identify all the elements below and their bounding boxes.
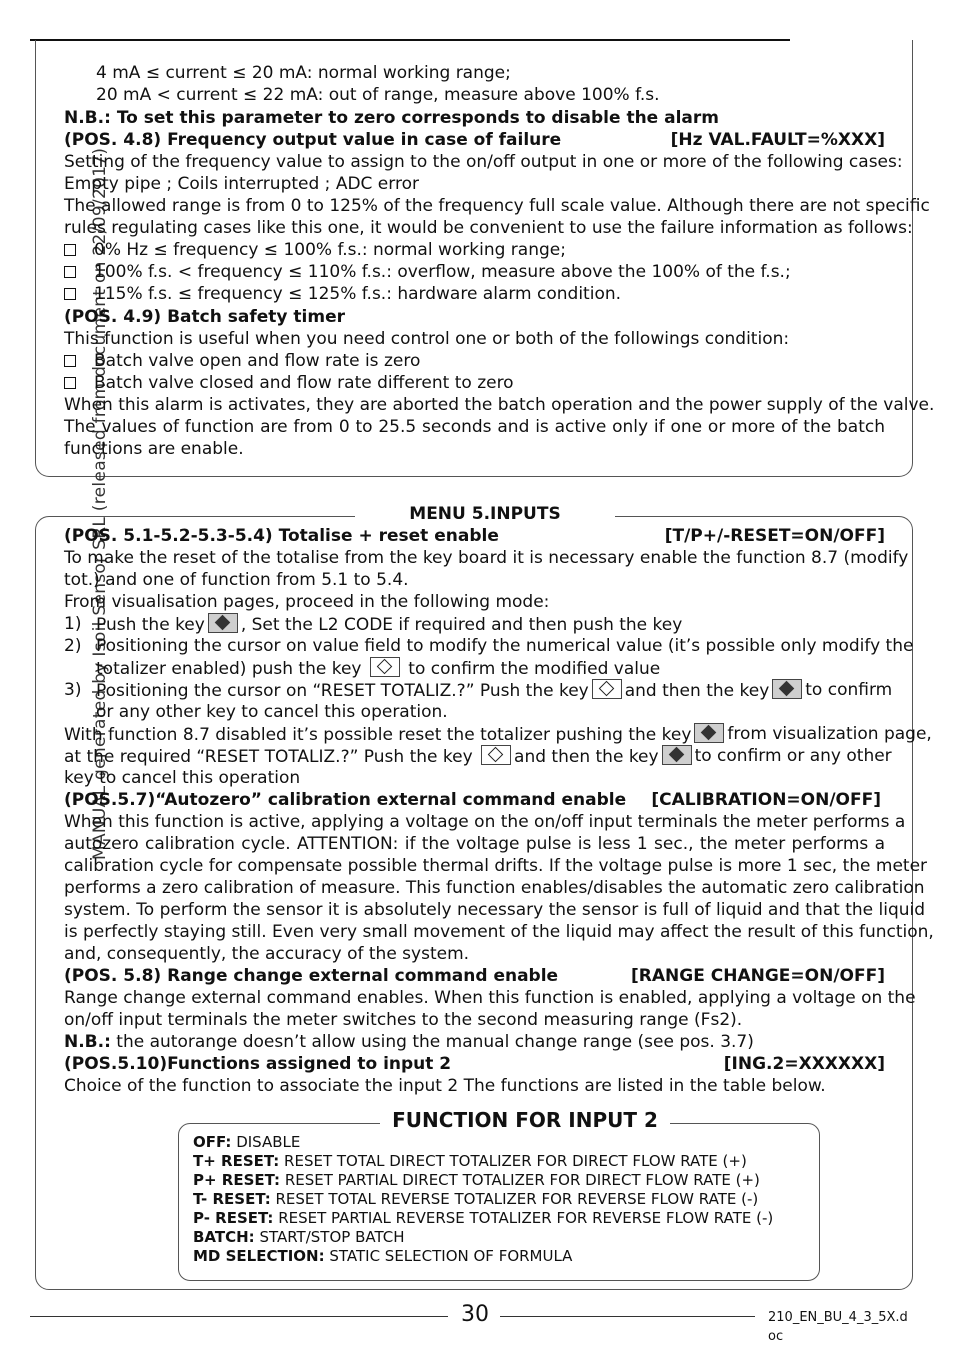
bullet-item [64, 372, 885, 394]
function-key: OFF: [193, 1133, 232, 1151]
range-line-2: 20 mA < current ≤ 22 mA: out of range, measure above 100% f.s. [96, 85, 660, 105]
step-3-cont: or any other key to cancel this operation. [96, 702, 448, 722]
nb-alarm-note: N.B.: To set this parameter to zero corresponds to disable the alarm [64, 108, 719, 128]
bullet-item [64, 261, 885, 283]
function-key: P+ RESET: [193, 1171, 281, 1189]
step-text: to confirm [805, 680, 893, 700]
menu-key-icon [662, 745, 692, 765]
heading-pos-4-8 [64, 129, 885, 151]
text-span: from visualization page, [727, 724, 932, 744]
paragraph-line: performs a zero calibration of measure. This function enables/disables the automatic zero calibration [64, 878, 925, 898]
function-key: T- RESET: [193, 1190, 271, 1208]
footer-rule-left [30, 1316, 448, 1317]
heading-code: [RANGE CHANGE=ON/OFF] [631, 966, 885, 986]
step-text: to confirm the modified value [408, 659, 661, 679]
paragraph-line: rules regulating cases like this one, it would be convenient to use the failure information as follows: [64, 218, 913, 238]
step-text: , Set the L2 CODE if required and then push the key [240, 615, 683, 635]
checkbox-bullet-icon [64, 355, 76, 367]
step-text: Positioning the cursor on value field to modify the numerical value (it’s possible only modify the [96, 636, 914, 656]
enter-key-icon [370, 657, 400, 677]
bullet-text: 115% f.s. ≤ frequency ≤ 125% f.s.: hardware alarm condition. [94, 284, 622, 304]
function-table-title: FUNCTION FOR INPUT 2 [380, 1107, 670, 1133]
step-text: Positioning the cursor on “RESET TOTALIZ.?” Push the key [96, 681, 589, 701]
step-number: 3) [64, 680, 82, 700]
step-text: Push the key [96, 615, 205, 635]
note-label: N.B.: [64, 1032, 111, 1052]
function-row [193, 1209, 773, 1228]
bullet-item [64, 350, 885, 372]
heading-pos-5-7 [64, 789, 881, 811]
step-1 [64, 613, 885, 636]
paragraph-line: The values of function are from 0 to 25.5 seconds and is active only if one or more of the batch [64, 417, 885, 437]
paragraph-line: key to cancel this operation [64, 768, 301, 788]
footer-rule-right [500, 1316, 755, 1317]
paragraph-line: on/off input terminals the meter switches to the second measuring range (Fs2). [64, 1010, 743, 1030]
heading-title: (POS. 4.8) Frequency output value in case of failure [64, 130, 562, 150]
paragraph-line: This function is useful when you need control one or both of the followings condition: [64, 329, 790, 349]
heading-pos-5-1 [64, 525, 885, 547]
paragraph-line: To make the reset of the totalise from the key board it is necessary enable the function 8.7 (modify [64, 548, 909, 568]
function-desc: RESET PARTIAL DIRECT TOTALIZER FOR DIRECT FLOW RATE (+) [280, 1171, 760, 1189]
paragraph-line: Range change external command enables. When this function is enabled, applying a voltage on the [64, 988, 916, 1008]
note-text: the autorange doesn’t allow using the manual change range (see pos. 3.7) [110, 1032, 754, 1052]
menu-key-icon [694, 723, 724, 743]
heading-title: (POS.5.10)Functions assigned to input 2 [64, 1054, 452, 1074]
text-span: With function 8.7 disabled it’s possible reset the totalizer pushing the key [64, 725, 692, 745]
paragraph-line: Empty pipe ; Coils interrupted ; ADC error [64, 174, 419, 194]
paragraph-line: autozero calibration cycle. ATTENTION: if the voltage pulse is less 1 sec., the meter performs a [64, 834, 885, 854]
function-desc: RESET PARTIAL REVERSE TOTALIZER FOR REVERSE FLOW RATE (-) [273, 1209, 774, 1227]
paragraph-line: When this alarm is activates, they are aborted the batch operation and the power supply of the valve. [64, 395, 935, 415]
paragraph-line: and, consequently, the accuracy of the system. [64, 944, 470, 964]
function-row [193, 1247, 572, 1266]
checkbox-bullet-icon [64, 244, 76, 256]
step-text: totalizer enabled) push the key [96, 659, 362, 679]
paragraph-line: The allowed range is from 0 to 125% of the frequency full scale value. Although there are not specific [64, 196, 930, 216]
text-span: at the required “RESET TOTALIZ.?” Push the key [64, 747, 473, 767]
checkbox-bullet-icon [64, 377, 76, 389]
paragraph-line [64, 745, 892, 768]
heading-pos-5-10 [64, 1053, 885, 1075]
bullet-item [64, 283, 885, 305]
function-row [193, 1152, 747, 1171]
heading-code: [T/P+/-RESET=ON/OFF] [664, 526, 885, 546]
function-row [193, 1190, 758, 1209]
function-key: MD SELECTION: [193, 1247, 325, 1265]
paragraph-line: calibration cycle for compensate possible thermal drifts. If the voltage pulse is more 1 sec, the meter [64, 856, 928, 876]
step-3 [64, 679, 893, 702]
heading-code: [CALIBRATION=ON/OFF] [651, 790, 881, 810]
step-2 [64, 635, 914, 657]
nb-autorange-note [64, 1031, 885, 1053]
function-row [193, 1171, 760, 1190]
paragraph-line: functions are enable. [64, 439, 244, 459]
function-row [193, 1228, 405, 1247]
paragraph-line: Choice of the function to associate the input 2 The functions are listed in the table below. [64, 1076, 826, 1096]
heading-pos-4-9: (POS. 4.9) Batch safety timer [64, 307, 345, 327]
function-desc: START/STOP BATCH [254, 1228, 405, 1246]
function-key: T+ RESET: [193, 1152, 280, 1170]
function-desc: DISABLE [231, 1133, 301, 1151]
bullet-text: Batch valve open and flow rate is zero [94, 351, 421, 371]
function-desc: RESET TOTAL DIRECT TOTALIZER FOR DIRECT FLOW RATE (+) [279, 1152, 747, 1170]
step-2-cont [96, 657, 885, 680]
bullet-item [64, 239, 885, 261]
paragraph-line: tot.) and one of function from 5.1 to 5.4. [64, 570, 409, 590]
bullet-text: 0% Hz ≤ frequency ≤ 100% f.s.: normal working range; [94, 240, 566, 260]
function-row [193, 1133, 300, 1152]
heading-title: (POS.5.7)“Autozero” calibration external command enable [64, 790, 627, 810]
function-desc: RESET TOTAL REVERSE TOTALIZER FOR REVERSE FLOW RATE (-) [270, 1190, 759, 1208]
enter-key-icon [592, 679, 622, 699]
function-key: BATCH: [193, 1228, 255, 1246]
side-watermark: MANUAL generated by Isoil Sensor SRL (released from document on 22/09/2017) [90, 147, 110, 860]
heading-code: [Hz VAL.FAULT=%XXX] [670, 130, 885, 150]
heading-code: [ING.2=XXXXXX] [723, 1054, 885, 1074]
checkbox-bullet-icon [64, 266, 76, 278]
checkbox-bullet-icon [64, 288, 76, 300]
text-span: to confirm or any other [694, 746, 892, 766]
heading-title: (POS. 5.1-5.2-5.3-5.4) Totalise + reset enable [64, 526, 499, 546]
paragraph-line [64, 723, 932, 746]
paragraph-line: system. To perform the sensor it is absolutely necessary the sensor is full of liquid and that the liquid [64, 900, 926, 920]
paragraph-line: From visualisation pages, proceed in the following mode: [64, 592, 550, 612]
heading-title: (POS. 5.8) Range change external command enable [64, 966, 559, 986]
bullet-text: 100% f.s. < frequency ≤ 110% f.s.: overflow, measure above the 100% of the f.s.; [94, 262, 791, 282]
page-number: 30 [461, 1302, 489, 1327]
step-text: and then the key [624, 681, 770, 701]
menu-title: MENU 5.INPUTS [355, 503, 615, 525]
enter-key-icon [481, 745, 511, 765]
function-desc: STATIC SELECTION OF FORMULA [324, 1247, 573, 1265]
function-key: P- RESET: [193, 1209, 274, 1227]
heading-pos-5-8 [64, 965, 885, 987]
menu-key-icon [772, 679, 802, 699]
text-span: and then the key [514, 747, 659, 767]
document-filename: 210_EN_BU_4_3_5X.doc [768, 1310, 908, 1344]
step-number: 2) [64, 636, 82, 656]
menu-key-icon [208, 613, 238, 633]
paragraph-line: is perfectly staying still. Even very small movement of the liquid may affect the result of this function, [64, 922, 934, 942]
paragraph-line: When this function is active, applying a voltage on the on/off input terminals the meter performs a [64, 812, 906, 832]
bullet-text: Batch valve closed and flow rate different to zero [94, 373, 514, 393]
step-number: 1) [64, 614, 82, 634]
range-line-1: 4 mA ≤ current ≤ 20 mA: normal working range; [96, 63, 511, 83]
paragraph-line: Setting of the frequency value to assign to the on/off output in one or more of the following cases: [64, 152, 903, 172]
